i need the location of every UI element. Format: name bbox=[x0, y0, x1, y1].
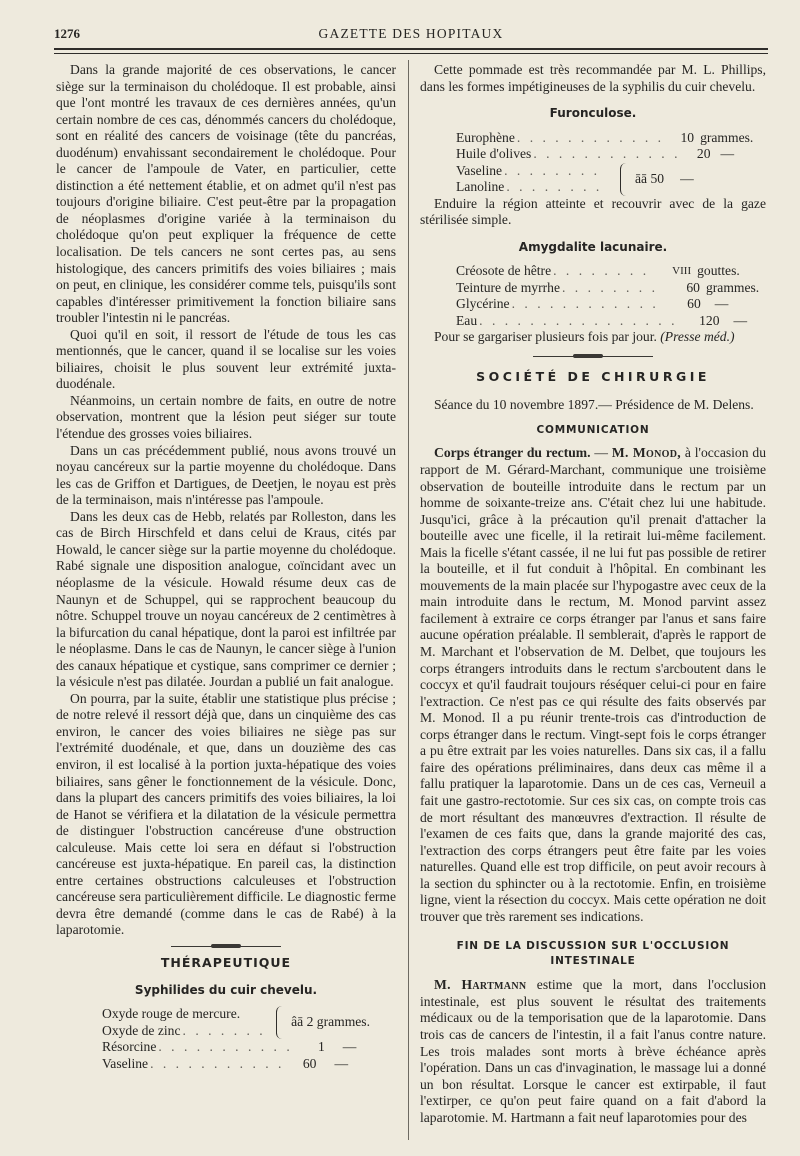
rx-quantity: VIII bbox=[672, 265, 692, 278]
paragraph: Dans les deux cas de Hebb, relatés par Rolleston, dans les cas de Birch Hirschfeld et dans celui de Kraus, cités par Howald, le cancer siège sur la partie moyenne du cholédoque. Rabé signale une disposition analogue, coïncidant avec un néoplasme de la vésicule. Howald résume deux cas de Naunyn et de Schuppel, qui se rapprochent beaucoup du nôtre. Schuppel trouve un noyau cancéreux de 2 centimètres à la bifurcation du canal hépatique, dont la paroi est infiltrée par le néoplasme. Dans le cas de Naunyn, le cancer siège à l'union des canaux hépatique et cystique, sans comprimer ce dernier ; la vésicule n'est pas dilatée. Jourdan a publié un fait analogue. bbox=[56, 508, 396, 690]
paragraph bbox=[420, 977, 766, 1126]
column-divider bbox=[408, 60, 409, 1140]
rx-quantity: 60 bbox=[686, 279, 700, 295]
author-name: M. Hartmann bbox=[434, 977, 527, 993]
rx-line: Teinture de myrrhe . . . . . . . . 60 grammes. bbox=[456, 280, 720, 297]
paragraph: Dans la grande majorité de ces observations, le cancer siège sur la terminaison du cholédoque. Il est probable, ainsi que l'ont montré les travaux de ces dernières années, qu'un certain nombre de ces cas, dénommés cancers du cholédoque, sont en réalité des cancers de voisinage (tête du pancréas, duodénum) envahissant secondairement le cholédoque. Pour le cancer de l'ampoule de Vater, en particulier, cette distinction a été nettement établie, et on admet qu'il n'est pas toujours d'origine biliaire. C'est peut-être par la propagation de néoplasmes d'origine variée à la terminaison du cholédoque qu'on peut expliquer la fréquence de cette localisation. De tels cancers ne sont certes pas, au sens histologique, des cancers primitifs des voies biliaires ; mais on peut, en clinique, les considérer comme tels, puisqu'ils sont capables d'intéresser primitivement la fonction biliaire sans troubler l'intestin ni le pancréas. bbox=[56, 62, 396, 326]
rx-ingredient: Vaseline bbox=[102, 1055, 149, 1071]
syphilides-prescription bbox=[56, 1006, 370, 1072]
discussion-heading: FIN DE LA DISCUSSION SUR L'OCCLUSION INTESTINALE bbox=[456, 940, 730, 968]
rx-ingredient: Créosote de hêtre bbox=[456, 263, 552, 279]
header-rule-thick bbox=[54, 48, 768, 50]
rx-unit: grammes. bbox=[700, 129, 754, 145]
page-header bbox=[54, 24, 768, 46]
page-number: 1276 bbox=[54, 26, 80, 41]
rx-unit: — bbox=[714, 296, 729, 312]
communication-heading: COMMUNICATION bbox=[536, 423, 650, 436]
article-text: estime que la mort, dans l'occlusion intestinale, est plus souvent le résultat des traitements médicaux ou de la temporisation que de la laparotomie. Dans trois cas de cancers de l'intestin, il a fait l'anus contre nature. Les trois malades sont morts à brève échéance après l'opération. Dans un cas d'invagination, le massage lui a donné un bon résultat. Lorsque le cancer est extirpable, il faut l'extirper, ce qu'on peut faire quand on a fait d'abord la laparotomie. M. Hartmann a fait neuf laparotomies pour des bbox=[420, 977, 766, 1125]
furonculose-prescription bbox=[420, 129, 754, 196]
brace-group: Vaseline . . . . . . . . Lanoline . . . . . . . . āā 50 — bbox=[456, 162, 694, 195]
rx-quantity: 1 bbox=[317, 1039, 325, 1055]
paragraph: Dans un cas précédemment publié, nous avons trouvé un noyau cancéreux sur la partie moyenne du cholédoque. Dans les cas de Griffon et Dartigues, de Deetjen, le noyau est près de la terminaison, mais n'intéresse pas l'ampoule. bbox=[56, 442, 396, 508]
rx-unit: — bbox=[680, 170, 694, 186]
rx-ingredient: Lanoline bbox=[456, 179, 505, 195]
rx-ingredient: Europhène bbox=[456, 129, 515, 145]
rx-quantity: âā 2 grammes. bbox=[291, 1014, 370, 1030]
curly-brace bbox=[276, 1006, 285, 1039]
header-rule-thin bbox=[54, 53, 768, 54]
paragraph: Cette pommade est très recommandée par M. L. Phillips, dans les formes impétigineuses de la syphilis du cuir chevelu. bbox=[420, 62, 766, 94]
brace-group: Oxyde rouge de mercure. Oxyde de zinc . . . . . . . âā 2 grammes. bbox=[102, 1006, 370, 1038]
paragraph: Quoi qu'il en soit, il ressort de l'étude de tous les cas mentionnés, que le cancer, quand il se localise sur les voies biliaires, choisit le plus souvent leur extrémité juxta-duodénale. bbox=[56, 326, 396, 392]
rx-quantity: 120 bbox=[699, 312, 720, 328]
rx-quantity: 60 bbox=[687, 296, 701, 312]
society-heading: SOCIÉTÉ DE CHIRURGIE bbox=[476, 368, 710, 384]
rx-line: Glycérine . . . . . . . . . . . . 60 — bbox=[456, 296, 720, 313]
left-column bbox=[56, 62, 396, 1072]
article-text: à l'occasion du rapport de M. Gérard-Marchant, communique une troisième observation de bouteille introduite dans le rectum par un homme de soixante-treize ans. C'était chez lui une habitude. Jusqu'ici, grâce à la précaution qu'il prenait d'attacher la bouteille avec une ficelle, il la retirait lui-même facilement. Mais la ficelle s'étant cassée, il ne lui fut pas possible de retirer la bouteille, et il fut conduit à l'hôpital. En combinant les mouvements de la main placée sur l'hypogastre avec ceux de la main introduite dans le rectum, M. Monod parvint assez facilement à extraire ce corps étranger par l'anus et sans faire aucune opération préalable. Il semblerait, d'après le rapport de M. Marchant et l'observation de M. Delbet, que toujours les corps étrangers introduits dans le rectum s'arcboutent dans le coccyx et qu'il faudrait toujours réséquer celui-ci pour en faire l'extraction. Ce n'est pas ce qui résulte des faits observés par M. Monod. Il a pu réunir trente-trois cas d'introduction de corps étranger dans le rectum. Vingt-sept fois le corps étranger a pu être extrait par les voies naturelles. Dans six cas, il a fallu faire des opérations préliminaires, dans deux cas même il a fallu pratiquer la laparotomie. Dans un de ces cas, Verneuil a fait une gastro-rectotomie. Sur ces six cas, on compte trois cas de mort résultant des manœuvres d'extraction. Il résulte de l'examen de ces faits que, dans la grande majorité des cas, l'extraction des corps étrangers peut être faite par les voies naturelles. Quand elle est trop difficile, on peut avoir recours à la section du sphincter ou à la rectotomie. Enfin, en troisième ligne, vient la résection du coccyx. Mais cette opération ne doit trouver que très rarement ses indications. bbox=[420, 445, 767, 924]
article-lead: Corps étranger du rectum. bbox=[434, 445, 591, 461]
paragraph bbox=[420, 329, 766, 346]
right-column bbox=[420, 62, 766, 1126]
source-citation: (Presse méd.) bbox=[660, 329, 735, 345]
rx-unit: grammes. bbox=[705, 279, 760, 295]
rx-quantity: 10 bbox=[680, 129, 695, 145]
amygdalite-heading: Amygdalite lacunaire. bbox=[518, 239, 668, 254]
rx-quantity: 60 bbox=[302, 1055, 317, 1071]
furonculose-heading: Furonculose. bbox=[549, 106, 637, 121]
paragraph: Enduire la région atteinte et recouvrir avec de la gaze stérilisée simple. bbox=[420, 195, 766, 228]
paragraph: Corps étranger du rectum. — M. Monod, à l'occasion du rapport de M. Gérard-Marchant, communique une troisième observation de bouteille introduite dans le rectum par un homme de soixante-treize ans. C'était chez lui une habitude. Jusqu'ici, grâce à la précaution qu'il prenait d'attacher la bouteille avec une ficelle, il la retirait lui-même facilement. Mais la ficelle s'étant cassée, il ne lui fut pas possible de retirer la bouteille, et il fut conduit à l'hôpital. En combinant les mouvements de la main placée sur l'hypogastre avec ceux de la main introduite dans le rectum, M. Monod parvint assez facilement à extraire ce corps étranger par l'anus et sans faire aucune opération préalable. Il semblerait, d'après le rapport de M. Marchant et l'observation de M. Delbet, que toujours les corps étrangers introduits dans le rectum s'arcboutent dans le coccyx et qu'il faudrait toujours réséquer celui-ci pour en faire l'extraction. Ce n'est pas ce qui résulte des faits observés par M. Monod. Il a pu réunir trente-trois cas d'introduction de corps étranger dans le rectum. Vingt-sept fois le corps étranger a pu être extrait par les voies naturelles. Dans six cas, il a fallu faire des opérations préliminaires, dans deux cas même il a fallu pratiquer la laparotomie. Dans un de ces cas, Verneuil a fait une gastro-rectotomie. Sur ces six cas, on compte trois cas de mort résultant des manœuvres d'extraction. Il résulte de l'examen de ces faits que, dans la grande majorité des cas, l'extraction des corps étrangers peut être faite par les voies naturelles. Quand elle est trop difficile, on peut avoir recours à la section du sphincter ou à la rectotomie. Enfin, en troisième ligne, vient la résection du coccyx. Mais cette opération ne doit trouver que très rarement ses indications. bbox=[420, 445, 767, 924]
journal-title: GAZETTE DES HOPITAUX bbox=[318, 26, 504, 41]
rx-line: Vaseline . . . . . . . . . . . 60 — bbox=[102, 1056, 370, 1073]
rx-quantity: 20 bbox=[696, 146, 711, 162]
syphilides-heading: Syphilides du cuir chevelu. bbox=[134, 982, 318, 997]
rx-unit: — bbox=[733, 312, 748, 328]
session-line: Séance du 10 novembre 1897.— Présidence de M. Delens. bbox=[434, 397, 754, 413]
rx-line: Huile d'olives . . . . . . . . . . . . 20 — bbox=[456, 146, 720, 163]
ornamental-separator bbox=[533, 356, 653, 357]
rx-ingredient: Oxyde de zinc bbox=[102, 1022, 181, 1038]
therapeutics-heading: THÉRAPEUTIQUE bbox=[160, 954, 292, 970]
rx-unit: — bbox=[720, 146, 735, 162]
rx-line: Europhène . . . . . . . . . . . . 10 grammes. bbox=[456, 130, 720, 147]
rx-ingredient: Huile d'olives bbox=[456, 146, 532, 162]
rx-quantity: āā 50 bbox=[635, 170, 665, 186]
rx-line: Eau . . . . . . . . . . . . . . . . 120 — bbox=[456, 313, 720, 330]
rx-line: Créosote de hêtre . . . . . . . . VIII gouttes. bbox=[456, 263, 720, 280]
ornamental-separator bbox=[171, 946, 281, 947]
rx-ingredient: Teinture de myrrhe bbox=[456, 279, 560, 295]
rx-ingredient: Eau bbox=[456, 312, 478, 328]
rx-unit: — bbox=[334, 1055, 349, 1071]
rx-unit: — bbox=[342, 1039, 357, 1055]
curly-brace bbox=[620, 163, 629, 196]
paragraph: Néanmoins, un certain nombre de faits, en outre de notre observation, montrent que la lésion peut siéger sur toute l'étendue des grosses voies biliaires. bbox=[56, 392, 396, 442]
rx-ingredient: Résorcine bbox=[102, 1039, 157, 1055]
rx-ingredient: Glycérine bbox=[456, 296, 510, 312]
paragraph: On pourra, par la suite, établir une statistique plus précise ; de notre relevé il ressort déjà que, dans un cinquième des cas environ, le cancer des voies biliaires ne siège pas sur l'extrémité duodénale, et que, dans un douzième des cas environ, il est localisé à la portion juxta-hépatique des voies biliaires, sans gêner le fonctionnement de la vésicule. Donc, dans la plupart des cancers primitifs des voies biliaires, la loi de Hanot se vérifiera et la dilatation de la vésicule permettra de distinguer l'obstruction cancéreuse d'une obstruction calculeuse. Mais cette loi sera en défaut si l'obstruction cancéreuse est juxta-hépatique. En pareil cas, la distinction entre certaines obstructions calculeuses et l'obstruction cancéreuse sera particulièrement difficile. Le diagnostic ferme devra être demandé (comme dans le cas de Rabé) à la laparotomie. bbox=[56, 690, 396, 938]
rx-ingredient: Oxyde rouge de mercure. bbox=[102, 1006, 241, 1022]
rx-unit: gouttes. bbox=[697, 263, 740, 279]
rx-line: Résorcine . . . . . . . . . . . 1 — bbox=[102, 1039, 370, 1056]
amygdalite-prescription bbox=[420, 263, 760, 329]
rx-ingredient: Vaseline bbox=[456, 162, 503, 178]
author-name: M. Monod, bbox=[611, 445, 681, 461]
gargle-text: Pour se gargariser plusieurs fois par jour. bbox=[434, 329, 657, 345]
